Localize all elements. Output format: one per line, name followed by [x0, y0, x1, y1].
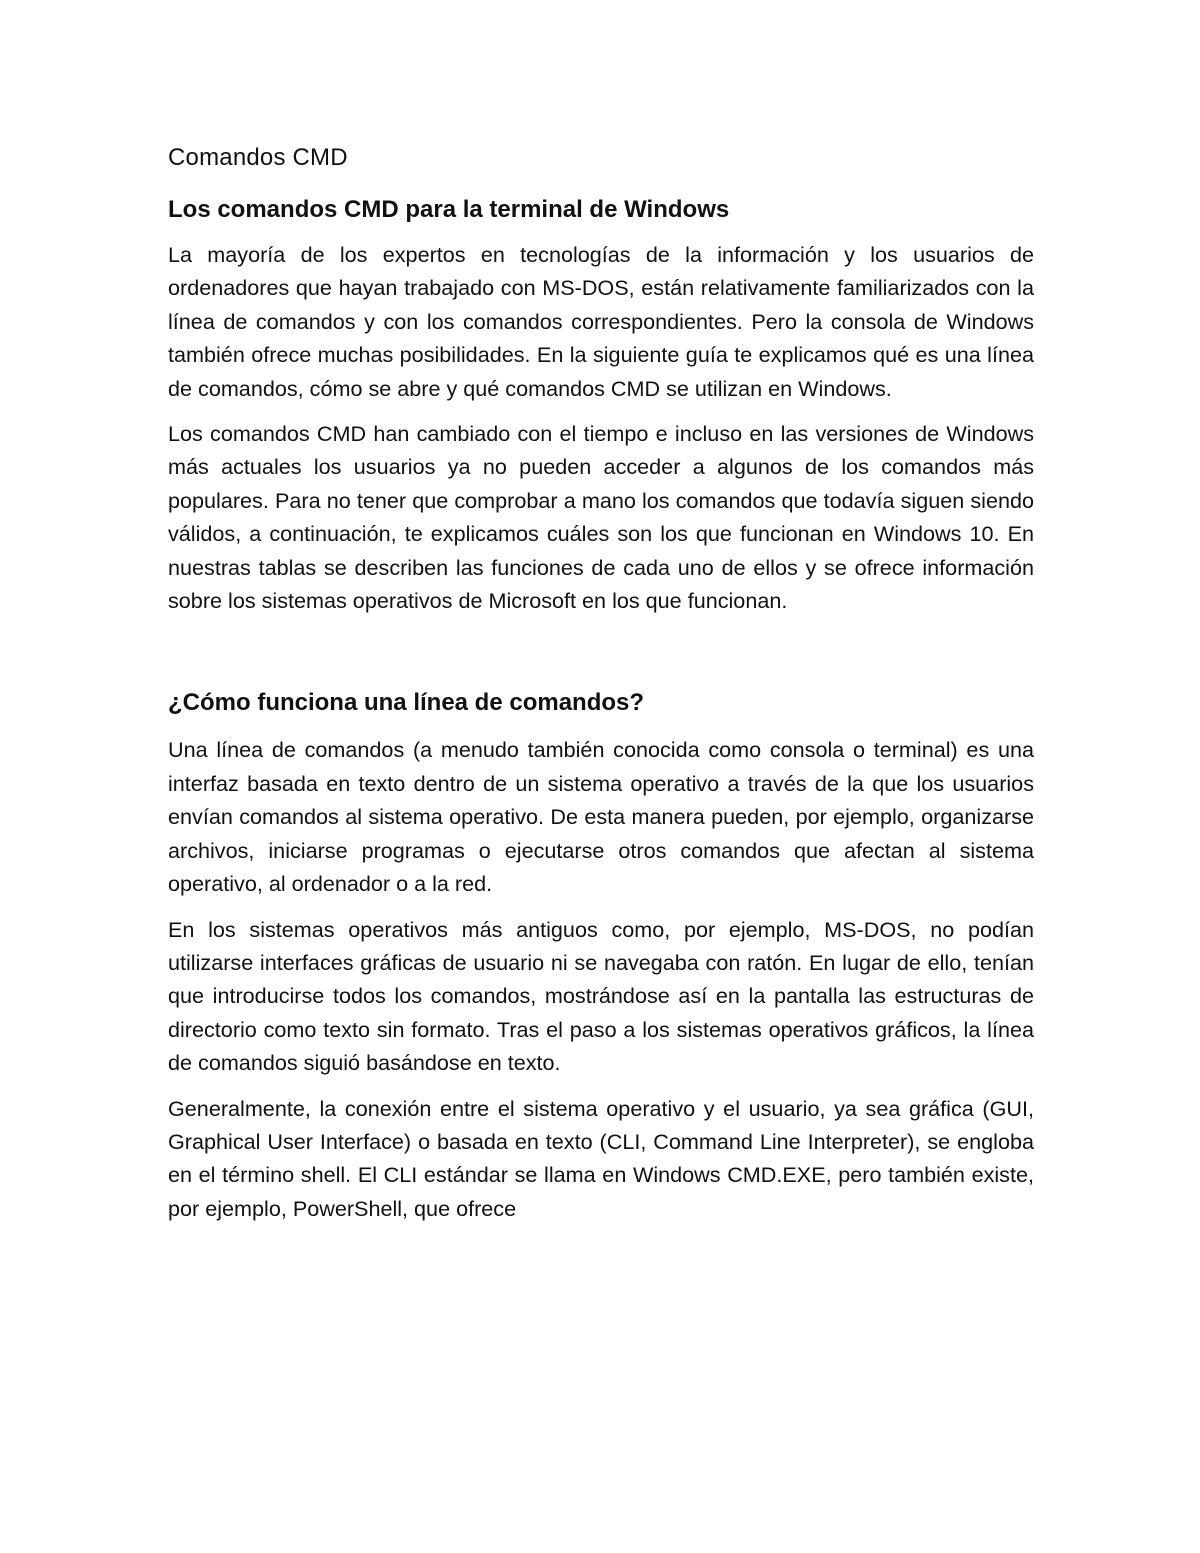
intro-paragraph-1: La mayoría de los expertos en tecnologías de la información y los usuarios de ordenadores que hayan trabajado con MS-DOS, están relativamente familiarizados con la línea de comandos y con los comandos correspondientes. Pero la consola de Windows también ofrece muchas posibilidades. En la siguiente guía te explicamos qué es una línea de comandos, cómo se abre y qué comandos CMD se utilizan en Windows. — [168, 242, 1034, 401]
section-paragraph-1: Una línea de comandos (a menudo también conocida como consola o terminal) es una interfaz basada en texto dentro de un sistema operativo a través de la que los usuarios envían comandos al sistema operativo. De esta manera pueden, por ejemplo, organizarse archivos, iniciarse programas o ejecutarse otros comandos que afectan al sistema operativo, al ordenador o a la red. — [168, 737, 1034, 897]
document-title: Comandos CMD — [168, 144, 348, 171]
section-paragraph-3: Generalmente, la conexión entre el sistema operativo y el usuario, ya sea gráfica (GUI, Graphical User Interface) o basada en texto (CLI, Command Line Interpreter), se engloba en el término shell. El CLI estándar se llama en Windows CMD.EXE, pero también existe, por ejemplo, PowerShell, que ofrece — [168, 1095, 1034, 1221]
section-heading: ¿Cómo funciona una línea de comandos? — [168, 689, 645, 717]
document-page — [168, 138, 1034, 1237]
section-paragraph-2: En los sistemas operativos más antiguos como, por ejemplo, MS-DOS, no podían utilizarse interfaces gráficas de usuario ni se navegaba con ratón. En lugar de ello, tenían que introducirse todos los comandos, mostrándose así en la pantalla las estructuras de directorio como texto sin formato. Tras el paso a los sistemas operativos gráficos, la línea de comandos siguió basándose en texto. — [168, 916, 1034, 1076]
document-subtitle: Los comandos CMD para la terminal de Windows — [168, 196, 730, 223]
intro-paragraph-2: Los comandos CMD han cambiado con el tiempo e incluso en las versiones de Windows más actuales los usuarios ya no pueden acceder a algunos de los comandos más populares. Para no tener que comprobar a mano los comandos que todavía siguen siendo válidos, a continuación, te explicamos cuáles son los que funcionan en Windows 10. En nuestras tablas se describen las funciones de cada uno de ellos y se ofrece información sobre los sistemas operativos de Microsoft en los que funcionan. — [168, 421, 1034, 614]
